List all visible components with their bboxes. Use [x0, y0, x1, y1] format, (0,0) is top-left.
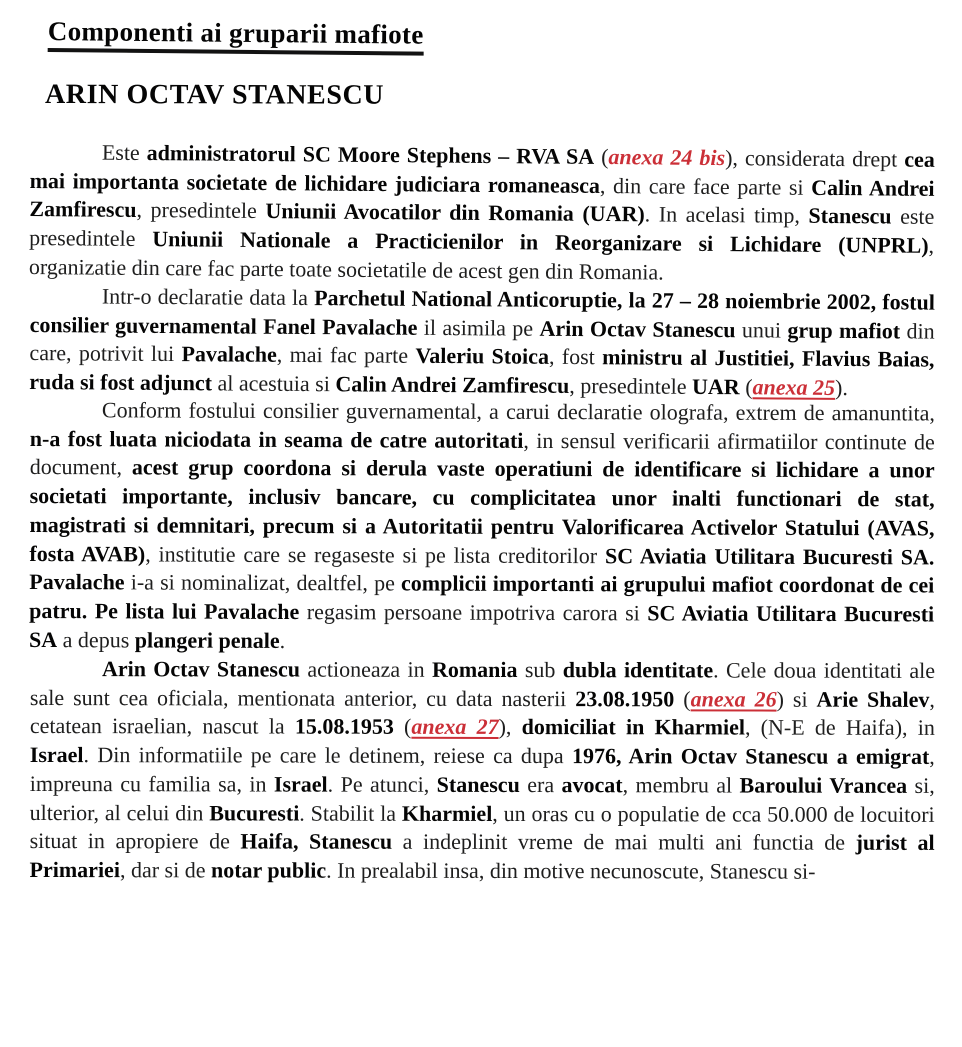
text-run: , dar si de	[119, 856, 212, 882]
text-run: 1976, Arin Octav Stanescu a emigrat	[571, 742, 930, 769]
text-run: Haifa, Stanescu	[240, 828, 393, 854]
text-run: acest grup coordona si derula vaste operatiuni de identificare si lichidare a unor societati importante, inclusiv bancare, cu complicitatea unor inalti functionari de stat, magistrati si demnitari, precum si a Autoritatii pentru Valorificarea Activelor Statului (AVAS, fosta AVAB)	[29, 455, 935, 567]
text-run: ).	[834, 374, 848, 400]
paragraph	[29, 396, 935, 658]
text-run: domiciliat in Kharmiel	[521, 714, 746, 740]
text-run: Stanescu	[436, 771, 520, 797]
text-run: este presedintele	[29, 203, 935, 252]
text-run: i-a si nominalizat, dealtfel, pe	[124, 569, 402, 596]
text-run: SC Aviatia Utilitara Bucuresti SA	[29, 600, 935, 653]
text-run: ) si	[776, 685, 817, 712]
text-run: dubla identitate	[562, 656, 714, 683]
section-heading: ARIN OCTAV STANESCU	[44, 79, 385, 111]
text-run: . Cele doua identitati ale sale sunt cea oficiala, mentionata anterior, cu data nasterii	[29, 657, 936, 711]
text-run: grup mafiot	[787, 316, 901, 343]
text-run: ), considerata drept	[725, 145, 905, 172]
text-run: jurist al Primariei	[29, 829, 935, 882]
text-run: avocat	[561, 771, 623, 797]
text-run: Uniunii Avocatilor din Romania (UAR)	[265, 198, 645, 227]
text-run: . In acelasi timp,	[644, 201, 809, 229]
text-run: Valeriu Stoica	[415, 342, 550, 369]
text-run: SC Aviatia Utilitara Bucuresti SA. Pavalache	[29, 543, 935, 595]
text-run: era	[519, 771, 562, 797]
text-run: unui	[735, 316, 788, 342]
text-run: din care, potrivit lui	[29, 317, 935, 367]
text-run: a depus	[57, 627, 135, 653]
text-run: actioneaza in	[299, 656, 432, 682]
text-run: , din care face parte si	[599, 172, 812, 200]
text-run: Este	[101, 139, 147, 166]
text-run: Israel	[29, 741, 84, 767]
text-run: si, ulterior, al celui din	[29, 772, 935, 825]
text-run: regasim persoane impotriva carora si	[299, 599, 648, 626]
text-run: , institutie care se regaseste si pe lista creditorilor	[145, 541, 606, 569]
text-run: , in sensul verificarii afirmatiilor continute de document,	[29, 427, 935, 481]
text-run: UAR	[691, 373, 740, 399]
text-run: , impreuna cu familia sa, in	[29, 743, 935, 796]
text-run: a indeplinit vreme de mai multi ani functia de	[392, 828, 856, 855]
paragraph	[29, 138, 935, 289]
text-run: Kharmiel	[401, 799, 493, 826]
text-run: (	[594, 143, 609, 170]
document-body	[30, 138, 935, 884]
text-run: Arin Octav Stanescu	[101, 655, 301, 682]
text-run: .	[279, 627, 286, 653]
anexa-24-bis-link[interactable]: anexa 24 bis	[608, 144, 726, 171]
text-run: (	[739, 373, 753, 399]
text-run: , membru al	[622, 771, 740, 797]
text-run: , (N-E de Haifa), in	[744, 714, 935, 740]
paragraph	[30, 655, 935, 887]
text-run: 23.08.1950	[575, 685, 675, 711]
text-run: complicii importanti ai grupului mafiot coordonat de cei patru. Pe lista lui Pavalache	[29, 570, 935, 625]
text-run: Parchetul National Anticoruptie, la 27 – 28 noiembrie 2002, fostul consilier guvernamental Fanel Pavalache	[29, 284, 935, 340]
text-run: , organizatie din care fac parte toate societatile de acest gen din Romania.	[28, 232, 935, 285]
text-run: , cetatean israelian, nascut la	[29, 686, 935, 739]
text-run: Calin Andrei Zamfirescu	[29, 174, 935, 223]
text-run: al acestuia si	[211, 369, 336, 396]
text-run: Arie Shalev	[816, 686, 930, 712]
text-run: , presedintele	[136, 197, 266, 224]
text-run: sub	[517, 656, 563, 682]
text-run: . Pe atunci,	[327, 771, 437, 797]
text-run: Israel	[273, 770, 328, 797]
anexa-26-link[interactable]: anexa 26	[690, 685, 777, 711]
text-run: cea mai importanta societate de lichidare judiciara romaneasca	[29, 146, 935, 198]
text-run: , fost	[548, 343, 603, 370]
text-run: Calin Andrei Zamfirescu	[335, 370, 570, 398]
text-run: plangeri penale	[134, 627, 280, 653]
text-run: , mai fac parte	[276, 341, 416, 368]
text-run: il asimila pe	[417, 314, 540, 340]
text-run: ),	[498, 714, 522, 740]
text-run: Arin Octav Stanescu	[539, 314, 736, 342]
text-run: Stanescu	[808, 203, 892, 229]
text-run: Uniunii Nationale a Practicienilor in Reorganizare si Lichidare (UNPRL)	[152, 226, 929, 258]
text-run: Pavalache	[181, 341, 277, 367]
document-title: Componenti ai gruparii mafiote	[48, 16, 424, 56]
anexa-27-link[interactable]: anexa 27	[411, 713, 499, 740]
text-run: n-a fost luata niciodata in seama de catre autoritati	[29, 426, 524, 453]
text-run: . Din informatiile pe care le detinem, reiese ca dupa	[83, 741, 572, 768]
text-run: notar public	[210, 856, 327, 883]
paragraph	[29, 282, 935, 403]
text-run: . Stabilit la	[299, 799, 402, 825]
text-run: . In prealabil insa, din motive necunoscute, Stanescu si-	[326, 857, 816, 884]
text-run: administratorul SC Moore Stephens – RVA SA	[146, 140, 595, 169]
text-run: Baroului Vrancea	[739, 771, 908, 798]
anexa-25-link[interactable]: anexa 25	[752, 373, 836, 400]
text-run: 15.08.1953	[294, 713, 394, 739]
text-run: Intr-o declaratie data la	[101, 283, 315, 310]
text-run: (	[393, 713, 412, 739]
text-run: , presedintele	[569, 372, 693, 399]
text-run: , un oras cu o populatie de cca 50.000 de locuitori situat in apropiere de	[29, 800, 935, 854]
text-run: Bucuresti	[209, 799, 300, 825]
text-run: Conform fostului consilier guvernamental, a carui declaratie olografa, extrem de amanuntita,	[101, 397, 935, 426]
text-run: ministru al Justitiei, Flavius Baias, ruda si fost adjunct	[29, 344, 935, 395]
text-run: (	[674, 685, 691, 711]
text-run: Romania	[431, 656, 518, 682]
